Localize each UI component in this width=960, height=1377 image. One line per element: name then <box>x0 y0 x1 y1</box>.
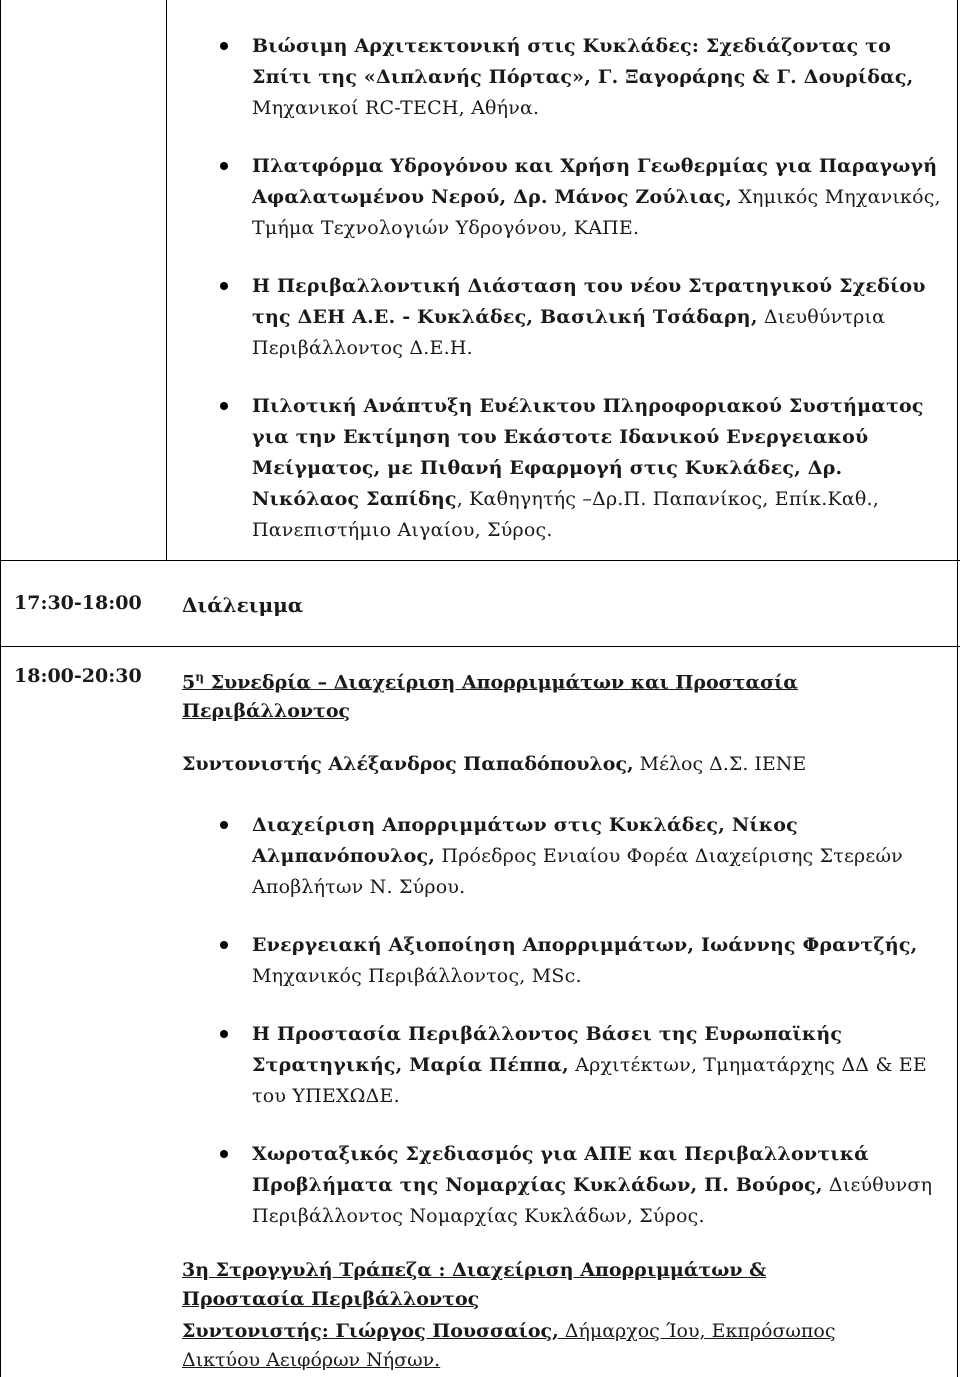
bullet-icon <box>220 162 228 170</box>
talk-title: Πλατφόρμα Υδρογόνου και Χρήση Γεωθερμίας για Παραγωγή Αφαλατωμένου Νερού, Δρ. Μάνος Ζούλιας, <box>252 155 938 208</box>
bullet-icon <box>220 1030 228 1038</box>
list-item <box>252 271 942 364</box>
talk-title: Η Προστασία Περιβάλλοντος Βάσει της Ευρωπαϊκής Στρατηγικής, Μαρία Πέππα, <box>252 1023 843 1076</box>
talk-title: Χωροταξικός Σχεδιασμός για ΑΠΕ και Περιβαλλοντικά Προβλήματα της Νομαρχίας Κυκλάδων, Π. Βούρος, <box>252 1143 869 1196</box>
bullet-icon <box>220 282 228 290</box>
talk-title: Η Περιβαλλοντική Διάσταση του νέου Στρατηγικού Σχεδίου της ΔΕΗ Α.Ε. - Κυκλάδες, Βασιλική Τσάδαρη, <box>252 275 926 328</box>
talk-speaker: Διευθύντρια Περιβάλλοντος Δ.Ε.Η. <box>252 306 886 359</box>
bullet-icon <box>220 821 228 829</box>
talk-speaker: Μηχανικοί RC-TECH, Αθήνα. <box>252 97 540 119</box>
row-divider-1 <box>0 560 960 561</box>
session-time: 18:00-20:30 <box>14 665 142 687</box>
talk-speaker: Χημικός Μηχανικός, Τμήμα Τεχνολογιών Υδρογόνου, ΚΑΠΕ. <box>252 186 941 239</box>
list-item <box>252 391 942 546</box>
row-divider-2 <box>0 646 960 647</box>
break-time: 17:30-18:00 <box>14 592 142 614</box>
talk-title: Βιώσιμη Αρχιτεκτονική στις Κυκλάδες: Σχεδιάζοντας το Σπίτι της «Διπλανής Πόρτας», Γ. Ξαγοράρης & Γ. Δουρίδας, <box>252 35 914 88</box>
list-item <box>252 151 942 244</box>
talk-speaker: Αρχιτέκτων, Τμηματάρχης ΔΔ & ΕΕ του ΥΠΕΧΩΔΕ. <box>252 1054 927 1107</box>
round-table-coordinator: Συντονιστής: Γιώργος Πουσσαίος, Δήμαρχος Ίου, Εκπρόσωπος Δικτύου Αειφόρων Νήσων. <box>182 1320 836 1371</box>
session-title: $5^\eta$ Συνεδρία – Διαχείριση Απορριμμάτων και Προστασία Περιβάλλοντος <box>182 670 798 723</box>
talk-title: Πιλοτική Ανάπτυξη Ευέλικτου Πληροφοριακού Συστήματος για την Εκτίμηση του Εκάστοτε Ιδανικού Ενεργειακού Μείγματος, με Πιθανή Εφαρμογή στις Κυκλάδες, Δρ. Νικόλαος Σαπίδης <box>252 395 924 510</box>
round-table-title: 3η Στρογγυλή Τράπεζα : Διαχείριση Απορριμμάτων & Προστασία Περιβάλλοντος <box>182 1259 767 1310</box>
list-item <box>252 1019 942 1112</box>
column-divider <box>166 0 167 560</box>
break-title: Διάλειμμα <box>182 593 304 617</box>
bullet-icon <box>220 402 228 410</box>
talk-title: Ενεργειακή Αξιοποίηση Απορριμμάτων, Ιωάννης Φραντζής, <box>252 934 918 956</box>
session-coordinator: Συντονιστής Αλέξανδρος Παπαδόπουλος, Μέλος Δ.Σ. ΙΕΝΕ <box>182 753 807 775</box>
bullet-icon <box>220 1150 228 1158</box>
session-talk-list <box>252 810 942 1232</box>
bullet-icon <box>220 42 228 50</box>
top-talk-list <box>252 31 942 546</box>
talk-speaker: Μηχανικός Περιβάλλοντος, MSc. <box>252 965 582 987</box>
list-item <box>252 31 942 124</box>
list-item <box>252 810 942 903</box>
talk-speaker: Διεύθυνση Περιβάλλοντος Νομαρχίας Κυκλάδων, Σύρος. <box>252 1174 933 1227</box>
list-item <box>252 1139 942 1232</box>
bullet-icon <box>220 941 228 949</box>
talk-speaker: , Καθηγητής –Δρ.Π. Παπανίκος, Επίκ.Καθ., Πανεπιστήμιο Αιγαίου, Σύρος. <box>252 488 880 541</box>
talk-title: Διαχείριση Απορριμμάτων στις Κυκλάδες, Νίκος Αλμπανόπουλος, <box>252 814 798 867</box>
list-item <box>252 930 942 992</box>
talk-speaker: Πρόεδρος Ενιαίου Φορέα Διαχείρισης Στερεών Αποβλήτων Ν. Σύρου. <box>252 845 903 898</box>
